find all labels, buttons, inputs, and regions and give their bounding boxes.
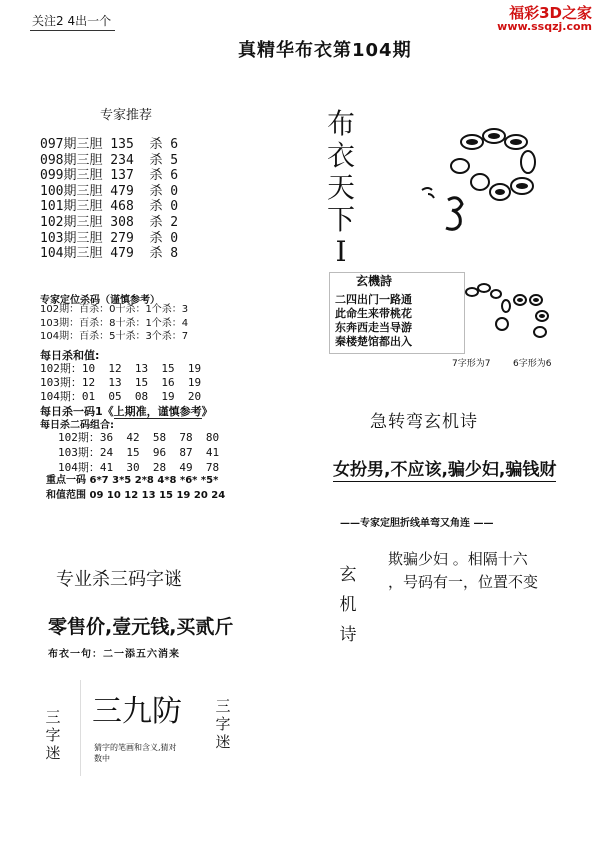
- vertical-title: [326, 108, 356, 268]
- site-url[interactable]: www.ssqzj.com: [497, 20, 592, 33]
- riddle-char: 三: [215, 697, 231, 715]
- three-char-riddle-right: [214, 697, 232, 751]
- poem-line: 东奔西走当导游: [335, 321, 412, 334]
- sanjiu-title: 三九防: [92, 694, 182, 729]
- position-kill-row: 104期：百杀：5十杀：3个杀：7: [40, 331, 189, 342]
- daily-kill-one-prefix: 每日杀一码1《: [40, 405, 114, 418]
- one-line-hint: 布衣一句：二一添五六消来: [48, 649, 180, 660]
- vertical-title-char: 下: [326, 203, 355, 236]
- riddle-char: 字: [215, 715, 231, 733]
- expert-rows: [40, 137, 178, 262]
- site-name[interactable]: 福彩3D之家: [509, 4, 592, 22]
- sum-kill-row: 102期：10 12 13 15 19: [40, 362, 202, 375]
- position-kill-rows: [40, 303, 188, 344]
- daily-kill-two-row: 103期：24 15 96 87 41: [58, 446, 220, 459]
- riddle-title: 专业杀三码字谜: [56, 569, 182, 590]
- expert-row: 099期三胆 137 杀 6: [40, 168, 179, 184]
- poem-lines: [335, 293, 412, 349]
- vertical-title-char: I: [335, 235, 347, 268]
- riddle-char: 迷: [45, 744, 61, 762]
- bead-necklace-illustration: [410, 120, 560, 245]
- vertical-poem-char: 玄: [339, 565, 357, 585]
- vertical-poem-char: 诗: [339, 625, 357, 645]
- poem-line: 二四出门一路通: [335, 293, 412, 306]
- vertical-title-char: 天: [326, 171, 355, 204]
- header-note: 关注2 4出一个: [32, 14, 112, 28]
- deceive-line: ，号码有一，位置不变: [388, 573, 539, 591]
- deceive-lines: [388, 548, 538, 594]
- vertical-title-char: 衣: [326, 139, 355, 172]
- daily-kill-two-rows: [58, 430, 219, 475]
- sum-range: 和值范围 09 10 12 13 15 19 20 24: [46, 490, 226, 501]
- vertical-poem-char: 机: [339, 595, 357, 615]
- expert-row: 104期三胆 479 杀 8: [40, 246, 179, 262]
- main-title: 真精华布衣第104期: [238, 40, 412, 61]
- expert-row: 100期三胆 479 杀 0: [40, 183, 179, 199]
- expert-row: 103期三胆 279 杀 0: [40, 230, 179, 246]
- sum-kill-row: 104期：01 05 08 19 20: [40, 390, 202, 403]
- focus-code: 重点一码 6*7 3*5 2*8 4*8 *6* *5*: [46, 475, 219, 486]
- poem-line: 秦楼楚馆都出入: [335, 335, 412, 348]
- expert-row: 101期三胆 468 杀 0: [40, 199, 179, 215]
- expert-row: 102期三胆 308 杀 2: [40, 214, 179, 230]
- daily-kill-one-suffix: 》: [201, 405, 213, 418]
- three-char-riddle-left: [44, 708, 62, 762]
- daily-kill-two-row: 104期：41 30 28 49 78: [58, 461, 220, 474]
- riddle-char: 三: [45, 708, 61, 726]
- riddle-char: 字: [45, 726, 61, 744]
- price-line: 零售价,壹元钱,买贰斤: [48, 616, 234, 638]
- shape-6-label: 6字形为6: [513, 359, 552, 369]
- poem-line: 此命生来带桃花: [335, 307, 412, 320]
- shape-7-label: 7字形为7: [452, 359, 491, 369]
- chain-illustration: [462, 278, 558, 356]
- expert-row: 097期三胆 135 杀 6: [40, 137, 179, 152]
- dash-line: ——专家定胆折线单弯又角连 ——: [340, 518, 494, 529]
- position-kill-row: 102期：百杀：0十杀：1个杀：3: [40, 304, 189, 315]
- daily-kill-one-underlined: 上期准，谨慎参考: [113, 405, 202, 418]
- woman-line: 女扮男,不应该,骗少妇,骗钱财: [333, 455, 556, 480]
- daily-kill-two-title: 每日杀二码组合:: [40, 420, 114, 431]
- sum-kill-title: 每日杀和值:: [40, 349, 100, 362]
- expert-title: 专家推荐: [100, 108, 153, 123]
- sum-kill-row: 103期：12 13 15 16 19: [40, 376, 202, 389]
- expert-row: 098期三胆 234 杀 5: [40, 152, 179, 168]
- sanjiu-note: 猜字的笔画和含义,猜对数中: [94, 743, 177, 763]
- vertical-title-char: 布: [326, 107, 355, 140]
- daily-kill-two-row: 102期：36 42 58 78 80: [58, 431, 220, 444]
- fish-poem-title: 急转弯玄机诗: [370, 412, 478, 432]
- sum-kill-rows: [40, 362, 201, 404]
- position-kill-row: 103期：百杀：8十杀：1个杀：4: [40, 317, 189, 329]
- position-kill-title: 专家定位杀码（谨慎参考）: [40, 295, 160, 306]
- riddle-char: 迷: [215, 733, 231, 751]
- poem-title: 玄機詩: [356, 274, 393, 288]
- vertical-poem: [338, 560, 358, 650]
- deceive-line: 欺骗少妇 。相隔十六: [388, 550, 528, 568]
